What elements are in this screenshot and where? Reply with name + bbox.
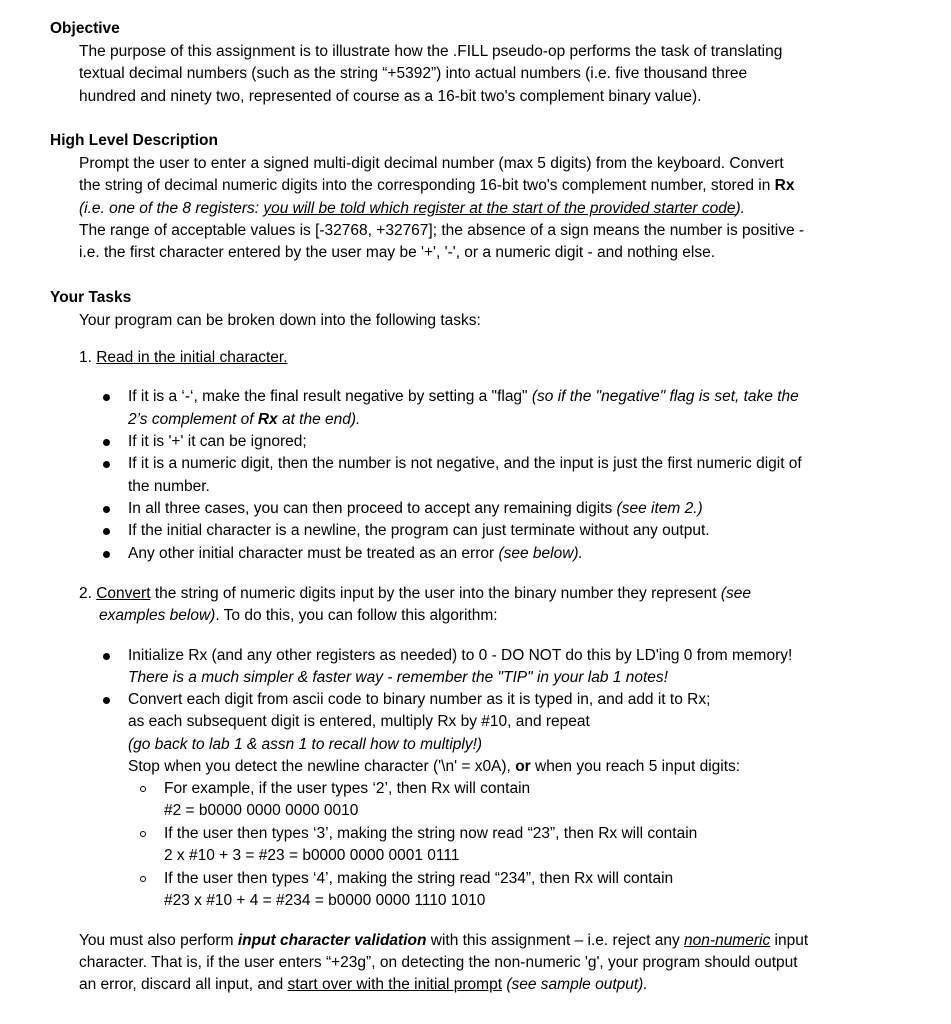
bullet-icon bbox=[103, 461, 110, 468]
text-span: (see item 2.) bbox=[616, 500, 703, 517]
text-span: the string of decimal numeric digits into the corresponding 16-bit two's complement number, stored in bbox=[79, 177, 775, 194]
task-1-bullet-5: If the initial character is a newline, the program can just terminate without any output. bbox=[128, 522, 710, 539]
register-rx: Rx bbox=[257, 411, 278, 428]
task-1-title bbox=[79, 347, 288, 369]
bullet-icon bbox=[103, 394, 110, 401]
task-2-bullet-2-line-4 bbox=[128, 756, 740, 778]
bullet-icon bbox=[103, 551, 110, 558]
bullet-icon bbox=[103, 653, 110, 660]
text-span: . To do this, you can follow this algorithm: bbox=[215, 607, 498, 624]
text-span: input bbox=[770, 932, 809, 949]
example-2-line-1: If the user then types ‘3’, making the string now read “23”, then Rx will contain bbox=[164, 825, 698, 842]
task-1-bullet-3-cont: the number. bbox=[128, 478, 210, 495]
tasks-intro: Your program can be broken down into the following tasks: bbox=[79, 312, 481, 329]
text-span: Stop when you detect the newline character ('\n' = x0A), bbox=[128, 758, 516, 775]
task-1-bullet-1 bbox=[128, 386, 799, 408]
validation-line-2: character. That is, if the user enters “+23g”, on detecting the non-numeric 'g', your program should output bbox=[79, 954, 798, 971]
text-span: In all three cases, you can then proceed to accept any remaining digits bbox=[128, 500, 617, 517]
text-span: Read in the initial character. bbox=[96, 349, 288, 366]
text-span: when you reach 5 input digits: bbox=[530, 758, 741, 775]
bullet-icon bbox=[103, 439, 110, 446]
text-span: examples below) bbox=[99, 607, 216, 624]
text-span: at the end). bbox=[277, 411, 361, 428]
example-2-line-2: 2 x #10 + 3 = #23 = b0000 0000 0001 0111 bbox=[164, 847, 460, 864]
text-span: non-numeric bbox=[684, 932, 771, 949]
high-level-heading: High Level Description bbox=[50, 132, 218, 149]
example-3-line-1: If the user then types ‘4’, making the string read “234”, then Rx will contain bbox=[164, 870, 674, 887]
text-span: You must also perform bbox=[79, 932, 238, 949]
text-span: with this assignment – i.e. reject any bbox=[426, 932, 685, 949]
text-span: the string of numeric digits input by the user into the binary number they represent bbox=[150, 585, 721, 602]
register-rx: Rx bbox=[774, 177, 795, 194]
task-2-bullet-2-line-2: as each subsequent digit is entered, multiply Rx by #10, and repeat bbox=[128, 713, 590, 730]
high-level-line-2 bbox=[79, 175, 794, 197]
starter-code-note: you will be told which register at the start of the provided starter code bbox=[263, 200, 736, 217]
bullet-icon bbox=[103, 506, 110, 513]
text-span: input character validation bbox=[237, 932, 427, 949]
sub-bullet-icon bbox=[140, 876, 146, 882]
example-3-line-2: #23 x #10 + 4 = #234 = b0000 0000 1110 1010 bbox=[164, 892, 486, 909]
text-span: (i.e. one of the 8 registers: bbox=[79, 200, 264, 217]
objective-heading: Objective bbox=[50, 20, 120, 37]
task-1-bullet-1-cont bbox=[128, 409, 360, 431]
task-2-bullet-2: Convert each digit from ascii code to binary number as it is typed in, and add it to Rx; bbox=[128, 691, 711, 708]
text-span: Any other initial character must be treated as an error bbox=[128, 545, 499, 562]
text-span: 2’s complement of bbox=[128, 411, 258, 428]
text-span: or bbox=[515, 758, 531, 775]
sub-bullet-icon bbox=[140, 831, 146, 837]
high-level-line-3 bbox=[79, 198, 745, 220]
text-span: 1. bbox=[79, 349, 97, 366]
example-1-line-2: #2 = b0000 0000 0000 0010 bbox=[164, 802, 359, 819]
text-span: 2. bbox=[79, 585, 97, 602]
objective-line-1: The purpose of this assignment is to illustrate how the .FILL pseudo-op performs the task of translating bbox=[79, 43, 783, 60]
text-span: (see sample output). bbox=[506, 976, 648, 993]
task-2-bullet-1: Initialize Rx (and any other registers as needed) to 0 - DO NOT do this by LD'ing 0 from memory! bbox=[128, 647, 793, 664]
bullet-icon bbox=[103, 697, 110, 704]
task-2-bullet-2-line-3: (go back to lab 1 & assn 1 to recall how to multiply!) bbox=[128, 736, 483, 753]
task-2-title bbox=[79, 583, 751, 605]
task-2-bullet-1-cont: There is a much simpler & faster way - remember the "TIP" in your lab 1 notes! bbox=[128, 669, 668, 686]
task-1-bullet-3: If it is a numeric digit, then the number is not negative, and the input is just the first numeric digit of bbox=[128, 455, 802, 472]
objective-line-2: textual decimal numbers (such as the string “+5392”) into actual numbers (i.e. five thousand three bbox=[79, 65, 748, 82]
sub-bullet-icon bbox=[140, 786, 146, 792]
text-span: ). bbox=[735, 200, 745, 217]
text-span: (see below). bbox=[498, 545, 583, 562]
task-1-bullet-6 bbox=[128, 543, 583, 565]
validation-line-1 bbox=[79, 930, 808, 952]
tasks-heading: Your Tasks bbox=[50, 289, 132, 306]
text-span: (so if the "negative" flag is set, take the bbox=[531, 388, 799, 405]
text-span: Convert bbox=[96, 585, 151, 602]
text-span: If it is a ‘-‘, make the final result negative by setting a "flag" bbox=[128, 388, 532, 405]
task-1-bullet-4 bbox=[128, 498, 703, 520]
text-span: (see bbox=[720, 585, 752, 602]
high-level-line-4: The range of acceptable values is [-32768, +32767]; the absence of a sign means the number is positive - bbox=[79, 222, 805, 239]
objective-line-3: hundred and ninety two, represented of course as a 16-bit two's complement binary value). bbox=[79, 88, 702, 105]
task-2-title-cont bbox=[99, 605, 498, 627]
text-span: an error, discard all input, and bbox=[79, 976, 288, 993]
validation-line-3 bbox=[79, 974, 648, 996]
task-1-bullet-2: If it is '+' it can be ignored; bbox=[128, 433, 307, 450]
high-level-line-1: Prompt the user to enter a signed multi-digit decimal number (max 5 digits) from the keyboard. Convert bbox=[79, 155, 784, 172]
high-level-line-5: i.e. the first character entered by the user may be '+', '-', or a numeric digit - and nothing else. bbox=[79, 244, 716, 261]
text-span: start over with the initial prompt bbox=[287, 976, 503, 993]
example-1-line-1: For example, if the user types ‘2’, then Rx will contain bbox=[164, 780, 531, 797]
bullet-icon bbox=[103, 528, 110, 535]
